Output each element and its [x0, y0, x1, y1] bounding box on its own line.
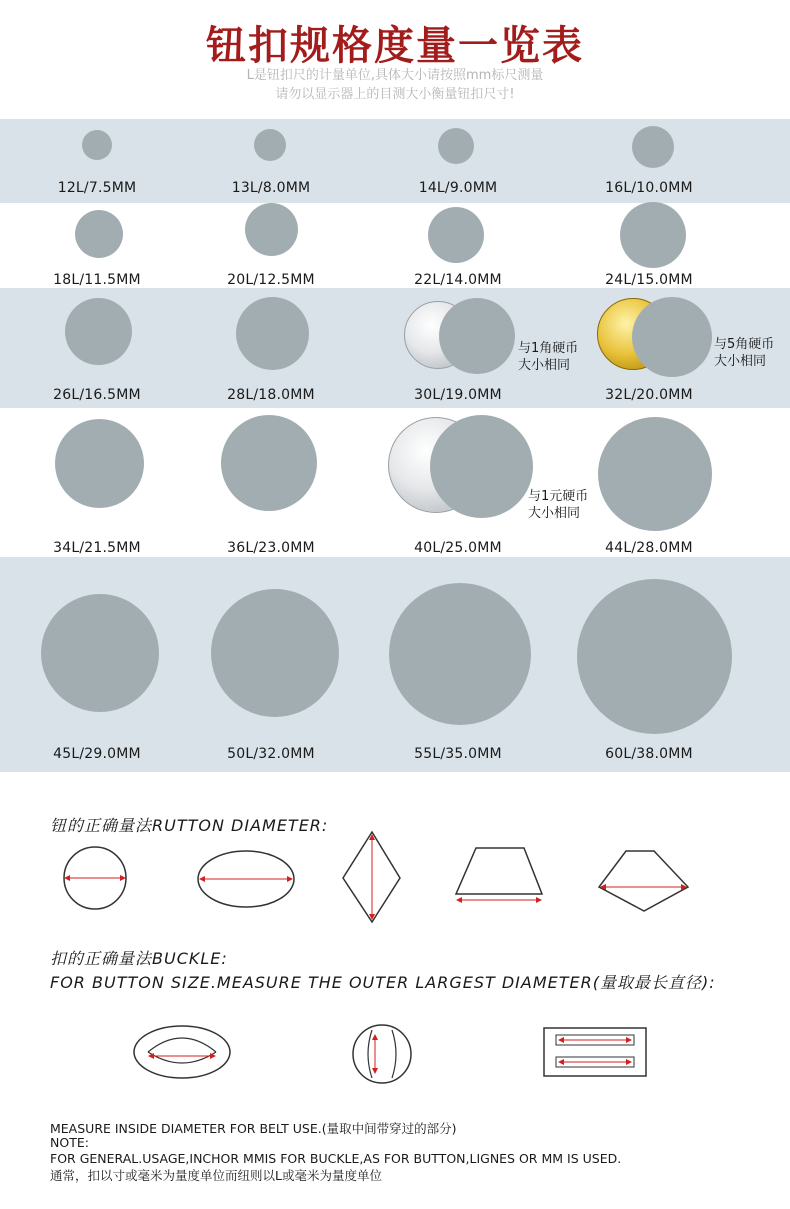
size-label: 18L/11.5MM — [53, 272, 141, 288]
size-label: 60L/38.0MM — [605, 746, 693, 762]
size-label: 16L/10.0MM — [605, 180, 693, 196]
button-circle — [41, 594, 159, 712]
size-label: 44L/28.0MM — [605, 540, 693, 556]
button-circle — [598, 417, 712, 531]
footer-note-1: MEASURE INSIDE DIAMETER FOR BELT USE.(量取中间带穿过的部分) — [50, 1121, 457, 1136]
page-title: 钮扣规格度量一览表 — [206, 23, 584, 69]
button-method-heading: 钮的正确量法RUTTON DIAMETER: — [50, 816, 329, 835]
button-circle — [620, 202, 686, 268]
subtitle-line-1: L是钮扣尺的计量单位,具体大小请按照mm标尺测量 — [246, 68, 544, 83]
button-circle — [221, 415, 317, 511]
button-circle — [82, 130, 112, 160]
button-circle — [632, 297, 712, 377]
trapezoid-measure-diagram — [452, 846, 548, 906]
size-label: 20L/12.5MM — [227, 272, 315, 288]
size-label: 45L/29.0MM — [53, 746, 141, 762]
button-circle — [55, 419, 144, 508]
circle-measure-diagram — [58, 842, 134, 912]
size-label: 34L/21.5MM — [53, 540, 141, 556]
hexagon-measure-diagram — [596, 849, 692, 915]
size-label: 50L/32.0MM — [227, 746, 315, 762]
footer-note-3: FOR GENERAL.USAGE,INCHOR MMIS FOR BUCKLE,AS FOR BUTTON,LIGNES OR MM IS USED. — [50, 1151, 622, 1166]
size-label: 24L/15.0MM — [605, 272, 693, 288]
size-label: 26L/16.5MM — [53, 387, 141, 403]
button-circle — [236, 297, 309, 370]
rectangle-buckle-diagram — [542, 1026, 648, 1078]
buckle-method-subheading: FOR BUTTON SIZE.MEASURE THE OUTER LARGEST DIAMETER(量取最长直径): — [50, 973, 716, 992]
size-label: 36L/23.0MM — [227, 540, 315, 556]
diamond-measure-diagram — [340, 830, 404, 926]
button-circle — [75, 210, 123, 258]
coin-note: 与1角硬币 大小相同 — [518, 341, 579, 373]
oval-buckle-diagram — [130, 1022, 234, 1082]
size-label: 28L/18.0MM — [227, 387, 315, 403]
button-circle — [65, 298, 132, 365]
size-label: 22L/14.0MM — [414, 272, 502, 288]
button-circle — [438, 128, 474, 164]
button-circle — [245, 203, 298, 256]
footer-note-4: 通常，扣以寸或毫米为量度单位而纽则以L或毫米为量度单位 — [50, 1168, 382, 1183]
button-circle — [389, 583, 531, 725]
button-circle — [428, 207, 484, 263]
buckle-method-heading: 扣的正确量法BUCKLE: — [50, 949, 228, 968]
button-circle — [254, 129, 286, 161]
coin-note: 与5角硬币 大小相同 — [714, 337, 775, 369]
round-buckle-diagram — [350, 1022, 414, 1086]
oval-measure-diagram — [196, 848, 300, 910]
button-circle — [211, 589, 339, 717]
size-label: 40L/25.0MM — [414, 540, 502, 556]
button-circle — [439, 298, 515, 374]
size-label: 30L/19.0MM — [414, 387, 502, 403]
coin-note: 与1元硬币 大小相同 — [528, 489, 589, 521]
button-circle — [430, 415, 533, 518]
subtitle-line-2: 请勿以显示器上的目测大小衡量钮扣尺寸! — [275, 87, 515, 102]
size-label: 13L/8.0MM — [231, 180, 311, 196]
size-label: 32L/20.0MM — [605, 387, 693, 403]
size-label: 12L/7.5MM — [57, 180, 137, 196]
size-label: 55L/35.0MM — [414, 746, 502, 762]
button-circle — [577, 579, 732, 734]
size-label: 14L/9.0MM — [418, 180, 498, 196]
button-circle — [632, 126, 674, 168]
footer-note-2: NOTE: — [50, 1135, 89, 1150]
